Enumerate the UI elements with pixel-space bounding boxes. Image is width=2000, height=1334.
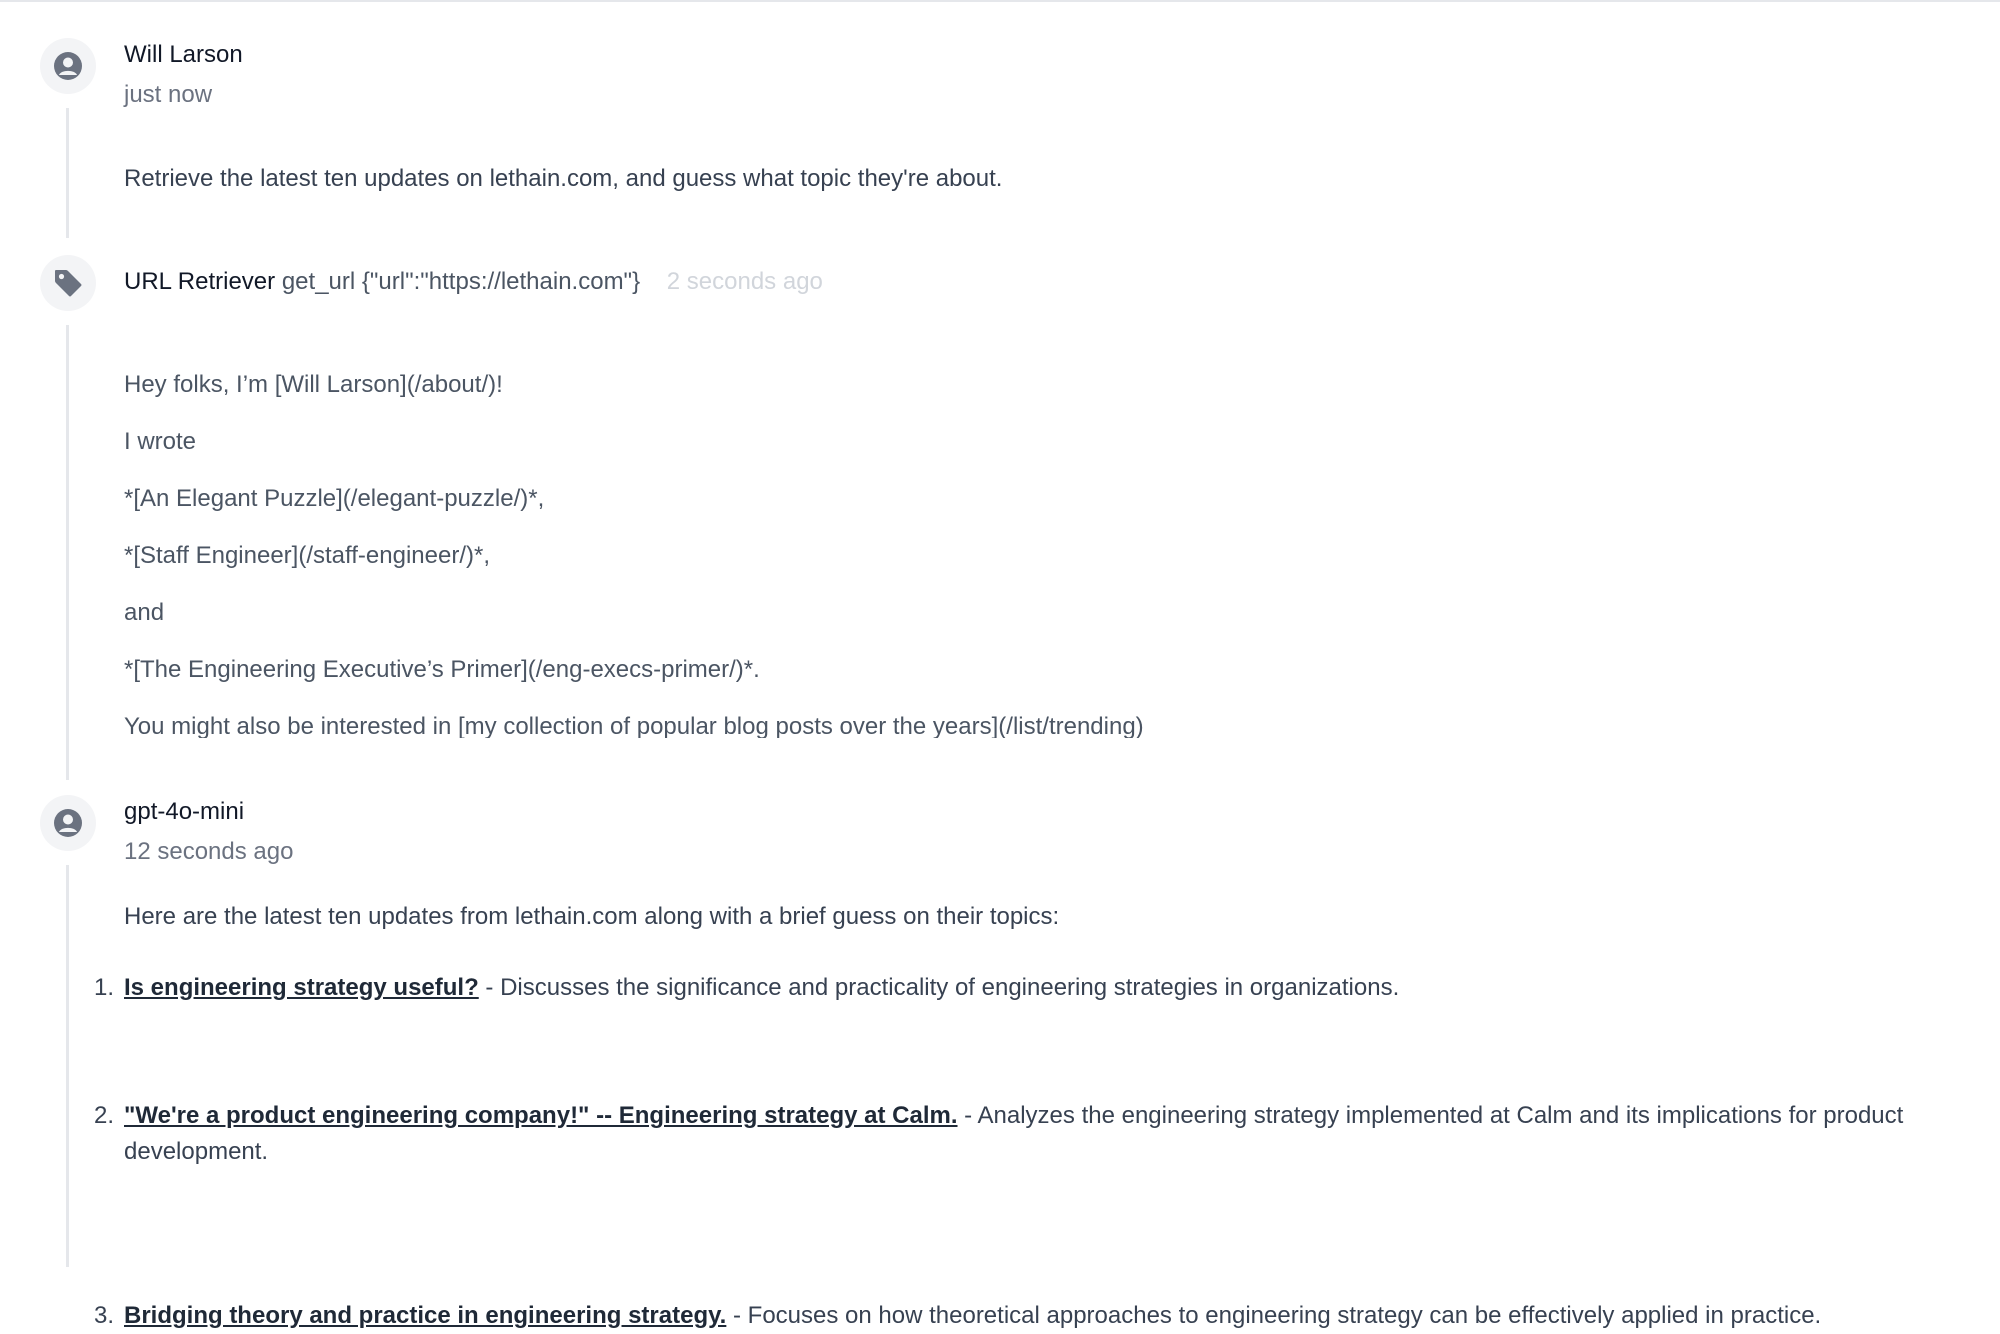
post-link[interactable]: "We're a product engineering company!" -- Engineering strategy at Calm. <box>124 1102 958 1129</box>
assistant-avatar <box>40 795 96 851</box>
post-description: - Analyzes the engineering strategy implemented at Calm and its implications for product development. <box>124 1102 1904 1165</box>
user-icon <box>53 51 83 81</box>
message-author: gpt-4o-mini <box>124 798 245 825</box>
updates-list <box>94 970 1964 1329</box>
post-link[interactable]: Bridging theory and practice in engineering strategy. <box>124 1302 727 1329</box>
tool-output[interactable] <box>124 372 1424 738</box>
tool-command: get_url {"url":"https://lethain.com"} <box>281 268 641 295</box>
post-description: - Focuses on how theoretical approaches to engineering strategy can be effectively applied in practice. <box>726 1302 1822 1329</box>
list-item <box>94 1298 1964 1334</box>
list-number: 3. <box>94 1302 115 1329</box>
user-avatar <box>40 38 96 94</box>
tool-timestamp: 2 seconds ago <box>666 268 823 295</box>
tool-output-line: *[An Elegant Puzzle](/elegant-puzzle/)*, <box>124 485 545 512</box>
user-icon <box>53 808 83 838</box>
list-number: 2. <box>94 1102 115 1129</box>
tool-output-line: *[The Engineering Executive’s Primer](/eng-execs-primer/)*. <box>124 656 760 683</box>
list-number: 1. <box>94 974 115 1001</box>
post-description: - Discusses the significance and practicality of engineering strategies in organizations. <box>478 974 1400 1001</box>
message-text: Retrieve the latest ten updates on lethain.com, and guess what topic they're about. <box>124 165 1003 192</box>
tag-icon <box>52 267 84 299</box>
list-item <box>94 970 1964 1006</box>
list-item <box>94 1098 1964 1170</box>
timeline-rail <box>66 108 69 238</box>
message-author: Will Larson <box>124 41 243 68</box>
message-timestamp: just now <box>124 81 213 108</box>
tool-output-line: You might also be interested in [my collection of popular blog posts over the years](/list/trending) <box>124 713 1144 738</box>
timeline-rail <box>66 325 69 780</box>
message-intro: Here are the latest ten updates from lethain.com along with a brief guess on their topics: <box>124 903 1060 930</box>
tool-output-line: I wrote <box>124 428 197 455</box>
tool-name: URL Retriever <box>124 268 276 295</box>
tool-output-line: Hey folks, I’m [Will Larson](/about/)! <box>124 372 503 398</box>
tool-avatar <box>40 255 96 311</box>
timeline-rail <box>66 865 69 1267</box>
tool-output-line: and <box>124 599 165 626</box>
post-link[interactable]: Is engineering strategy useful? <box>124 974 479 1001</box>
tool-output-line: *[Staff Engineer](/staff-engineer/)*, <box>124 542 490 569</box>
tool-header <box>124 268 823 296</box>
message-timestamp: 12 seconds ago <box>124 838 294 865</box>
